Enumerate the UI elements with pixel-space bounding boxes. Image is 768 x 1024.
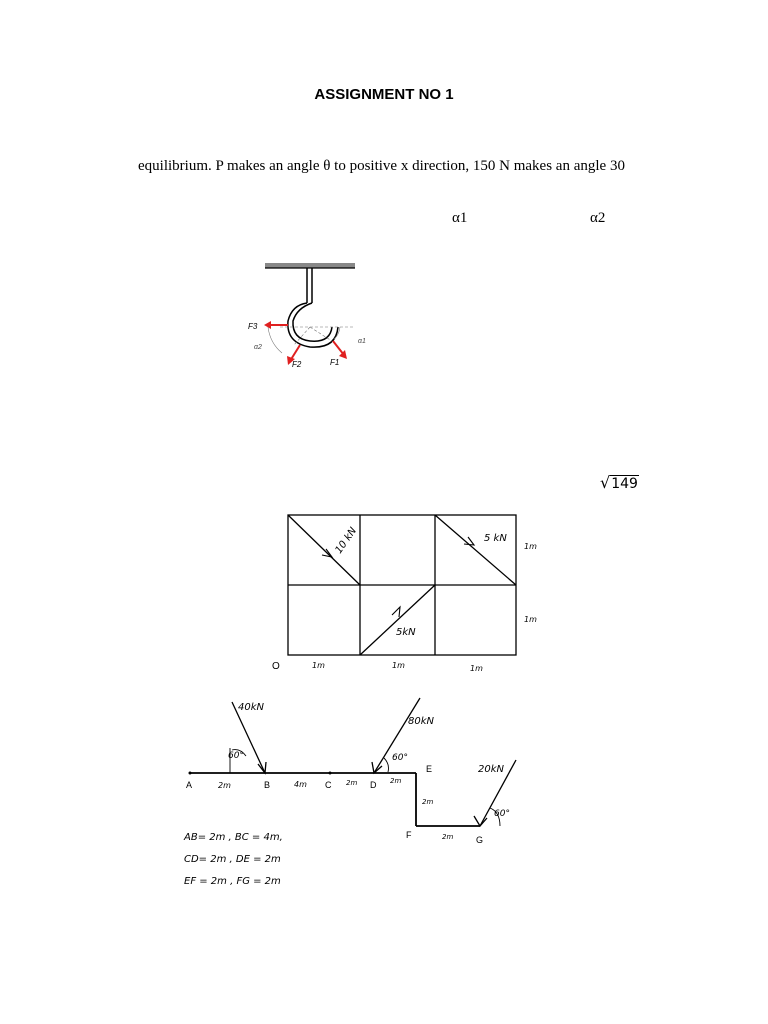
load-5kn-bottom: 5kN <box>396 627 416 638</box>
problem-text: equilibrium. P makes an angle θ to positive x direction, 150 N makes an angle 30 <box>138 158 625 174</box>
hook-inner <box>293 303 332 341</box>
dim-right-top: 1m <box>524 542 537 551</box>
dim-bottom-3: 1m <box>470 664 483 673</box>
dim-ef: 2m <box>422 798 434 806</box>
angle-d: 60° <box>392 753 408 763</box>
dim-right-bottom: 1m <box>524 615 537 624</box>
dim-bottom-2: 1m <box>392 661 405 670</box>
ceiling-hatch <box>265 263 355 268</box>
dim-de: 2m <box>390 777 402 785</box>
a2-label: α2 <box>254 344 262 351</box>
grid-figure <box>260 505 560 685</box>
angle-g: 60° <box>494 809 510 819</box>
point-e: E <box>426 764 433 774</box>
point-b: B <box>264 780 271 790</box>
alpha2-label: α2 <box>590 210 606 226</box>
dim-bc: 4m <box>294 780 307 789</box>
arrow-5kn-bottom <box>392 607 400 617</box>
dim-fg: 2m <box>442 833 454 841</box>
note-line-1: AB= 2m , BC = 4m, <box>184 832 283 843</box>
sqrt-expression <box>600 473 639 492</box>
beam-figure <box>170 690 540 900</box>
radicand: 149 <box>611 476 638 492</box>
f1-label: F1 <box>330 358 340 367</box>
a1-label: α1 <box>358 338 366 345</box>
point-g: G <box>476 835 484 845</box>
point-a: A <box>186 780 193 790</box>
angle-b: 60° <box>228 751 244 761</box>
page-title: ASSIGNMENT NO 1 <box>314 86 454 103</box>
dim-ab: 2m <box>218 781 231 790</box>
dim-bottom-1: 1m <box>312 661 325 670</box>
f2-label: F2 <box>292 360 302 369</box>
note-line-3: EF = 2m , FG = 2m <box>184 876 281 887</box>
diagonal-top-right <box>435 515 516 585</box>
dim-cd: 2m <box>346 779 358 787</box>
radical-sign: √ <box>600 473 611 492</box>
diagonal-bottom-mid <box>360 585 435 655</box>
load-80kn: 80kN <box>408 716 434 727</box>
note-line-2: CD= 2m , DE = 2m <box>184 854 281 865</box>
hook-figure <box>240 255 380 375</box>
point-d: D <box>370 780 377 790</box>
point-f: F <box>406 830 412 840</box>
origin-label: O <box>272 661 280 672</box>
load-20kn: 20kN <box>478 764 504 775</box>
alpha1-label: α1 <box>452 210 468 226</box>
load-10kn: 10 kN <box>333 525 360 556</box>
load-5kn-top: 5 kN <box>484 533 507 544</box>
load-40kn: 40kN <box>238 702 264 713</box>
point-c: C <box>325 780 332 790</box>
f3-label: F3 <box>248 322 258 331</box>
